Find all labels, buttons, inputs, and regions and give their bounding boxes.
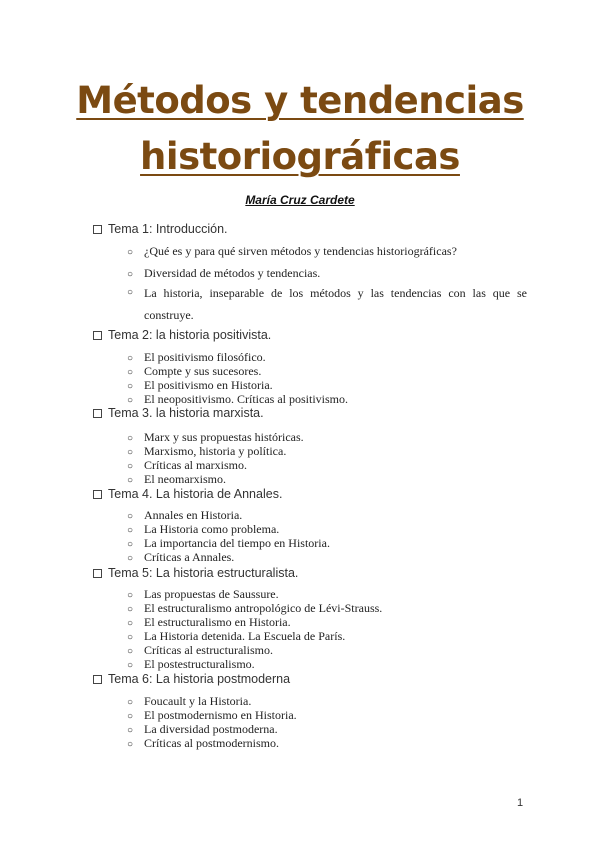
list-item: ○ Críticas al postmodernismo. [127, 736, 279, 750]
list-item: ○ El positivismo filosófico. [127, 350, 266, 364]
document-title-line-1: Métodos y tendencias [76, 79, 524, 122]
topic-1-heading [93, 221, 228, 237]
topic-label: Tema 2: la historia positivista. [108, 328, 272, 342]
topic-label: Tema 1: Introducción. [108, 222, 228, 236]
list-item: ○ La importancia del tiempo en Historia. [127, 536, 330, 550]
circle-bullet-icon: ○ [127, 511, 134, 522]
list-item: ○ Diversidad de métodos y tendencias. [127, 266, 321, 280]
circle-bullet-icon: ○ [127, 447, 134, 458]
list-item: ○ Marxismo, historia y política. [127, 444, 287, 458]
list-item: ○ El estructuralismo en Historia. [127, 615, 291, 629]
list-item: ○ La Historia detenida. La Escuela de París. [127, 629, 346, 643]
topic-4-heading [93, 486, 282, 502]
list-item: ○ ¿Qué es y para qué sirven métodos y tendencias historiográficas? [127, 244, 457, 258]
circle-bullet-icon: ○ [127, 353, 134, 364]
list-item: ○ La Historia como problema. [127, 522, 280, 536]
circle-bullet-icon: ○ [127, 697, 134, 708]
topic-label: Tema 3. la historia marxista. [108, 406, 264, 420]
topic-label: Tema 4. La historia de Annales. [108, 487, 283, 501]
checkbox-icon [93, 675, 102, 684]
list-item: ○ El postmodernismo en Historia. [127, 708, 297, 722]
list-item: ○ Críticas al marxismo. [127, 458, 247, 472]
circle-bullet-icon: ○ [127, 646, 134, 657]
checkbox-icon [93, 409, 102, 418]
list-item: ○ La diversidad postmoderna. [127, 722, 278, 736]
list-item: ○ El neopositivismo. Críticas al positivismo. [127, 392, 348, 406]
circle-bullet-icon: ○ [127, 711, 134, 722]
list-item: ○ Críticas al estructuralismo. [127, 643, 273, 657]
list-item: ○ El neomarxismo. [127, 472, 226, 486]
circle-bullet-icon: ○ [127, 367, 134, 378]
list-item: ○ Las propuestas de Saussure. [127, 587, 279, 601]
circle-bullet-icon: ○ [127, 433, 134, 444]
circle-bullet-icon: ○ [127, 604, 134, 615]
circle-bullet-icon: ○ [127, 395, 134, 406]
list-item: ○ Compte y sus sucesores. [127, 364, 262, 378]
page-number: 1 [517, 797, 524, 809]
circle-bullet-icon: ○ [127, 461, 134, 472]
circle-bullet-icon: ○ [127, 381, 134, 392]
circle-bullet-icon: ○ [127, 287, 134, 298]
checkbox-icon [93, 331, 102, 340]
list-item: ○ Foucault y la Historia. [127, 694, 252, 708]
list-item: ○ El positivismo en Historia. [127, 378, 273, 392]
author-name: María Cruz Cardete [245, 193, 355, 207]
list-item: ○ La historia, inseparable de los métodos y las tendencias con las que se construye. [127, 282, 527, 326]
circle-bullet-icon: ○ [127, 660, 134, 671]
topic-5-heading [93, 565, 298, 581]
circle-bullet-icon: ○ [127, 590, 134, 601]
circle-bullet-icon: ○ [127, 247, 134, 258]
topic-label: Tema 6: La historia postmoderna [108, 672, 291, 686]
list-item: ○ Críticas a Annales. [127, 550, 235, 564]
topic-6-heading [93, 671, 290, 687]
list-item: ○ Marx y sus propuestas históricas. [127, 430, 304, 444]
circle-bullet-icon: ○ [127, 553, 134, 564]
checkbox-icon [93, 225, 102, 234]
circle-bullet-icon: ○ [127, 618, 134, 629]
topic-3-heading [93, 405, 264, 421]
circle-bullet-icon: ○ [127, 525, 134, 536]
list-item: ○ El estructuralismo antropológico de Lévi-Strauss. [127, 601, 383, 615]
topic-label: Tema 5: La historia estructuralista. [108, 566, 299, 580]
circle-bullet-icon: ○ [127, 739, 134, 750]
circle-bullet-icon: ○ [127, 632, 134, 643]
circle-bullet-icon: ○ [127, 725, 134, 736]
checkbox-icon [93, 569, 102, 578]
topic-2-heading [93, 327, 271, 343]
list-item: ○ El postestructuralismo. [127, 657, 255, 671]
circle-bullet-icon: ○ [127, 475, 134, 486]
circle-bullet-icon: ○ [127, 539, 134, 550]
list-item: ○ Annales en Historia. [127, 508, 243, 522]
checkbox-icon [93, 490, 102, 499]
circle-bullet-icon: ○ [127, 269, 134, 280]
document-title-line-2: historiográficas [140, 135, 460, 178]
